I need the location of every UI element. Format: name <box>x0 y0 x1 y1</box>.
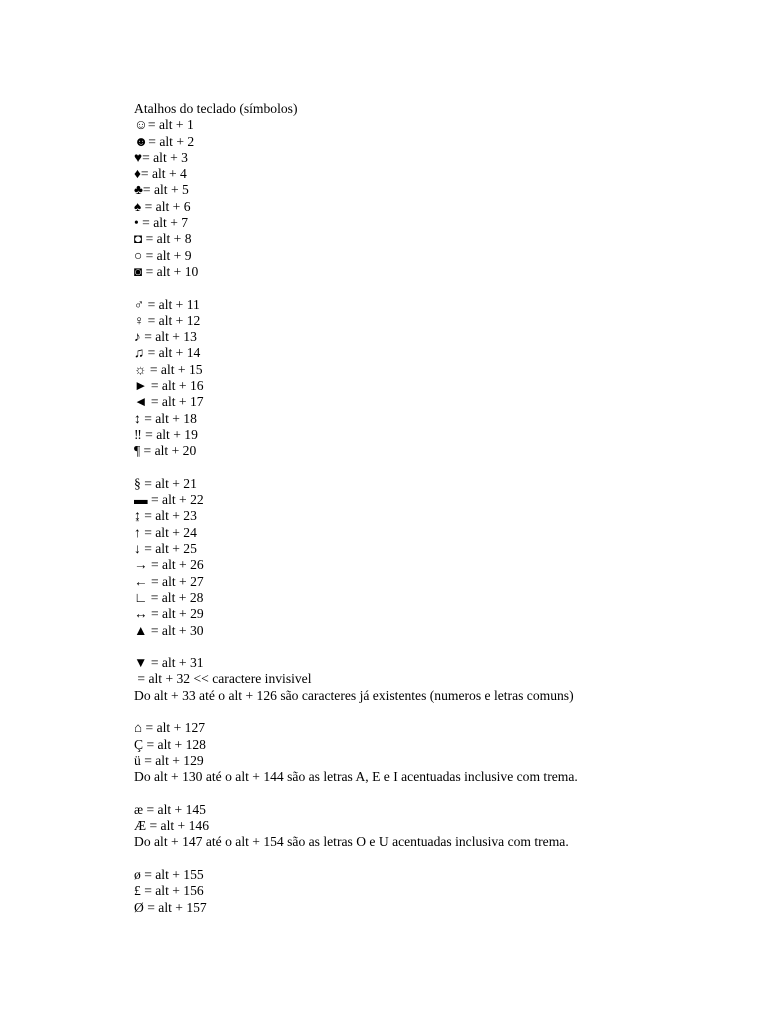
shortcut-line: ‼ = alt + 19 <box>134 426 198 442</box>
shortcut-line: ♠ = alt + 6 <box>134 198 191 214</box>
shortcut-line: Do alt + 130 até o alt + 144 são as letras A, E e I acentuadas inclusive com trema. <box>134 769 578 785</box>
shortcut-line: Æ = alt + 146 <box>134 818 209 834</box>
shortcut-group <box>134 476 744 639</box>
shortcut-line: ¶ = alt + 20 <box>134 443 197 459</box>
paragraph-spacer <box>134 704 744 720</box>
shortcut-line: ♪ = alt + 13 <box>134 329 197 345</box>
shortcut-line: ∟ = alt + 28 <box>134 589 204 605</box>
shortcut-line: • = alt + 7 <box>134 215 189 231</box>
shortcut-line: Do alt + 147 até o alt + 154 são as letras O e U acentuadas inclusiva com trema. <box>134 834 569 850</box>
document-body <box>134 101 744 916</box>
shortcut-list <box>134 117 744 916</box>
document-title: Atalhos do teclado (símbolos) <box>134 101 298 116</box>
shortcut-line: ø = alt + 155 <box>134 866 204 882</box>
shortcut-line: ↓ = alt + 25 <box>134 541 197 557</box>
shortcut-line: ▲ = alt + 30 <box>134 622 204 638</box>
shortcut-line: ↕ = alt + 18 <box>134 410 197 426</box>
shortcut-line: ♀ = alt + 12 <box>134 312 201 328</box>
shortcut-line: ♦= alt + 4 <box>134 166 187 182</box>
shortcut-line: → = alt + 26 <box>134 557 204 573</box>
shortcut-line: ◙ = alt + 10 <box>134 263 199 279</box>
shortcut-line: Ç = alt + 128 <box>134 736 206 752</box>
shortcut-line: = alt + 32 << caractere invisivel <box>134 671 312 687</box>
shortcut-line: ⌂ = alt + 127 <box>134 720 206 736</box>
shortcut-group <box>134 117 744 280</box>
shortcut-group <box>134 720 744 785</box>
shortcut-line: ▼ = alt + 31 <box>134 655 204 671</box>
paragraph-spacer <box>134 785 744 801</box>
shortcut-line: ← = alt + 27 <box>134 573 204 589</box>
shortcut-line: ▬ = alt + 22 <box>134 492 204 508</box>
shortcut-line: ↑ = alt + 24 <box>134 524 197 540</box>
shortcut-line: ☻= alt + 2 <box>134 133 195 149</box>
shortcut-line: ♣= alt + 5 <box>134 182 189 198</box>
paragraph-spacer <box>134 460 744 476</box>
shortcut-group <box>134 655 744 704</box>
paragraph-spacer <box>134 280 744 296</box>
shortcut-line: ↨ = alt + 23 <box>134 508 197 524</box>
shortcut-line: æ = alt + 145 <box>134 801 206 817</box>
shortcut-line: ☺= alt + 1 <box>134 117 194 133</box>
paragraph-spacer <box>134 639 744 655</box>
shortcut-line: ♂ = alt + 11 <box>134 296 200 312</box>
shortcut-line: Ø = alt + 157 <box>134 899 207 915</box>
shortcut-line: ○ = alt + 9 <box>134 247 192 263</box>
shortcut-line: ↔ = alt + 29 <box>134 606 204 622</box>
shortcut-group <box>134 867 744 916</box>
shortcut-line: § = alt + 21 <box>134 475 197 491</box>
shortcut-line: £ = alt + 156 <box>134 883 204 899</box>
shortcut-line: ◄ = alt + 17 <box>134 394 204 410</box>
shortcut-line: ◘ = alt + 8 <box>134 231 192 247</box>
shortcut-line: ♫ = alt + 14 <box>134 345 201 361</box>
shortcut-line: ► = alt + 16 <box>134 378 204 394</box>
shortcut-line: Do alt + 33 até o alt + 126 são caracteres já existentes (numeros e letras comuns) <box>134 687 574 703</box>
paragraph-spacer <box>134 851 744 867</box>
shortcut-group <box>134 297 744 460</box>
shortcut-line: ♥= alt + 3 <box>134 149 188 165</box>
shortcut-group <box>134 802 744 851</box>
shortcut-line: ☼ = alt + 15 <box>134 361 203 377</box>
shortcut-line: ü = alt + 129 <box>134 752 204 768</box>
